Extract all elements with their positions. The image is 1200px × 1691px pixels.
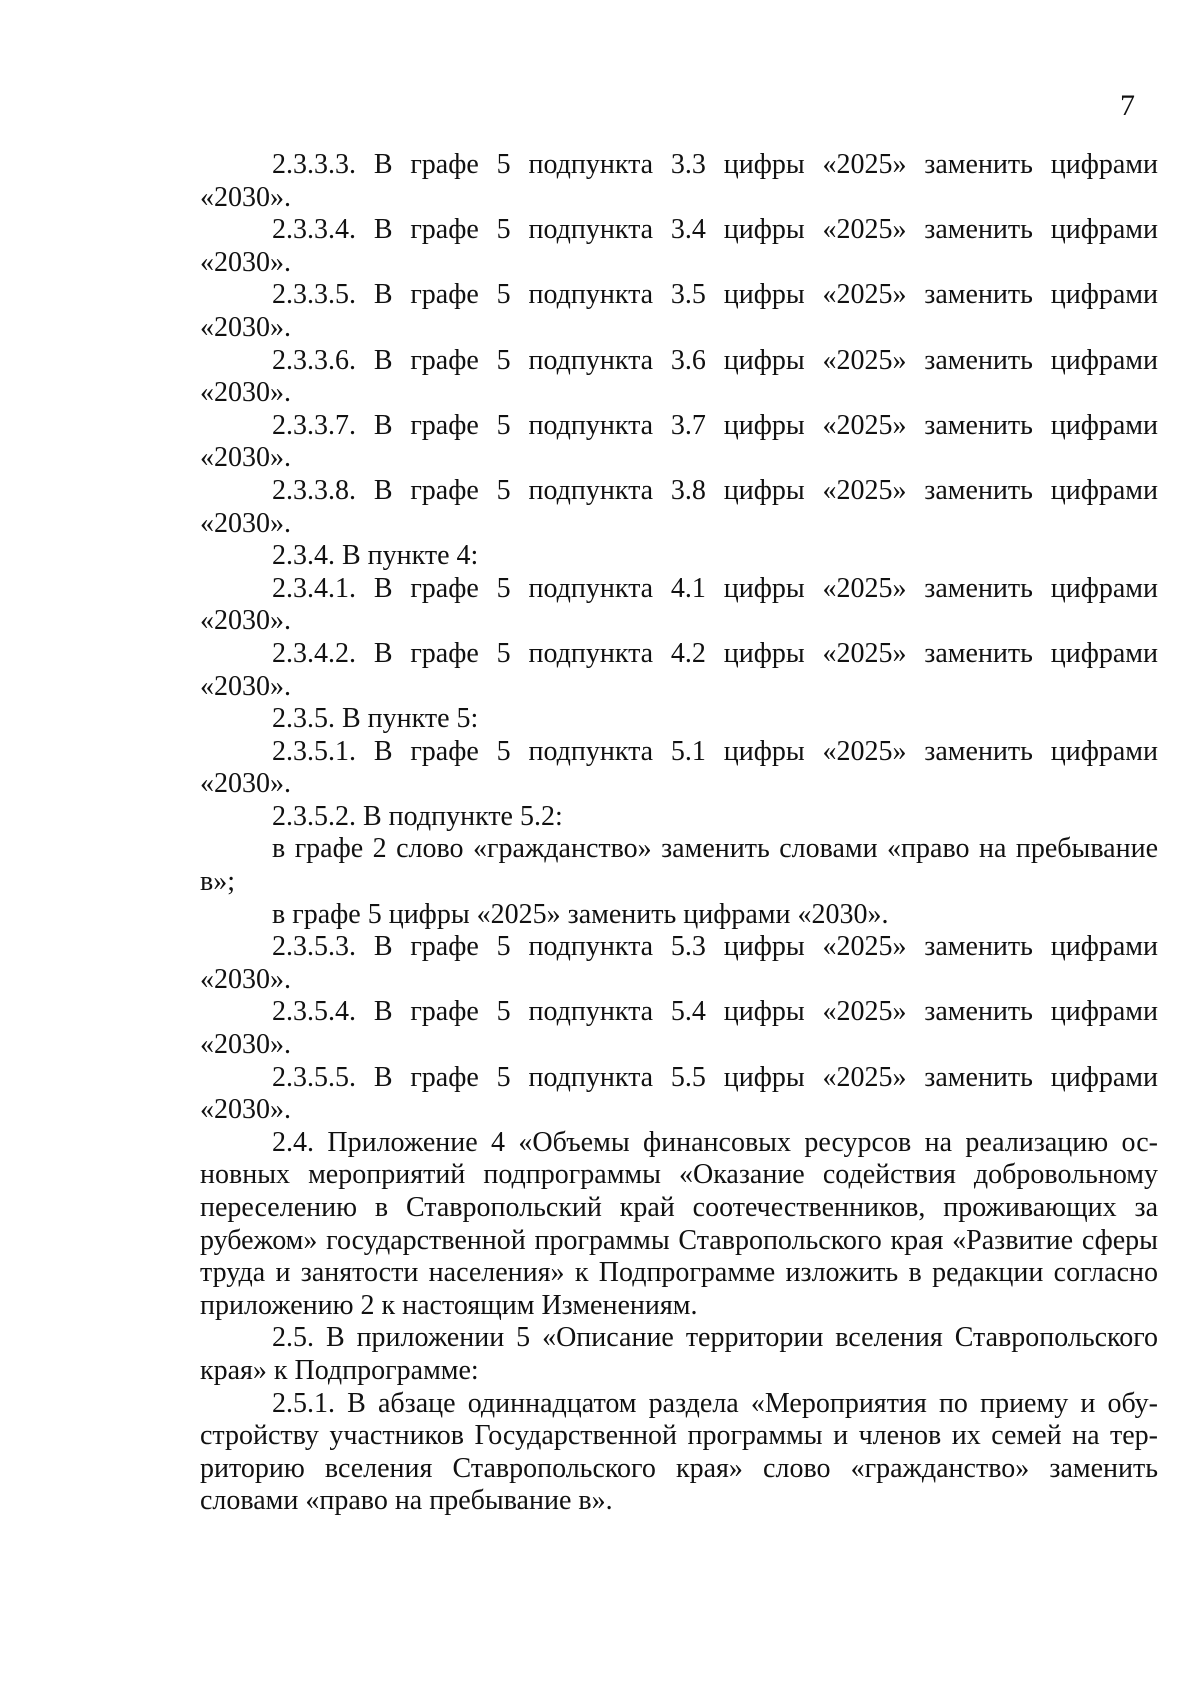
paragraph: 2.3.5.4. В графе 5 подпункта 5.4 цифры «2025» заменить цифрами «2030». [200, 996, 1158, 1061]
paragraph: 2.3.4. В пункте 4: [272, 540, 479, 572]
page-number: 7 [1120, 89, 1135, 122]
paragraph: 2.3.4.1. В графе 5 подпункта 4.1 цифры «2025» заменить цифрами «2030». [200, 572, 1158, 637]
paragraph: 2.3.5.3. В графе 5 подпункта 5.3 цифры «2025» заменить цифрами «2030». [200, 931, 1158, 995]
paragraph: в графе 2 слово «гражданство» заменить словами «право на пребывание в»; [200, 833, 1158, 898]
paragraph: 2.4. Приложение 4 «Объемы финансовых ресурсов на реализацию основных мероприятий подпрограммы «Оказание содействия добровольному переселению в Ставропольский край соотечественников, проживающих за рубежом» государственной программы Ставропольского края «Развитие сферы труда и занятости населения» к Подпрограмме изложить в редакции согласно приложению 2 к настоящим Изменениям. [200, 1126, 1158, 1321]
paragraph: 2.3.5. В пункте 5: [272, 703, 479, 735]
paragraph: 2.3.5.1. В графе 5 подпункта 5.1 цифры «2025» заменить цифрами «2030». [200, 735, 1158, 800]
paragraph: 2.3.3.6. В графе 5 подпункта 3.6 цифры «2025» заменить цифрами «2030». [200, 344, 1158, 409]
paragraph: 2.3.3.4. В графе 5 подпункта 3.4 цифры «2025» заменить цифрами «2030». [200, 214, 1158, 278]
paragraph: 2.5. В приложении 5 «Описание территории вселения Ставропольского края» к Подпрограмме: [200, 1322, 1158, 1386]
paragraph: 2.3.5.2. В подпункте 5.2: [272, 800, 563, 832]
paragraph: 2.3.3.8. В графе 5 подпункта 3.8 цифры «2025» заменить цифрами «2030». [200, 474, 1158, 539]
paragraph: 2.3.5.5. В графе 5 подпункта 5.5 цифры «2025» заменить цифрами «2030». [200, 1061, 1158, 1126]
paragraph: 2.5.1. В абзаце одиннадцатом раздела «Мероприятия по приему и обустройству участников Государственной программы и членов их семей на территорию вселения Ставропольского края» слово «гражданство» заменить словами «право на пребывание в». [200, 1387, 1158, 1517]
paragraph: 2.3.3.7. В графе 5 подпункта 3.7 цифры «2025» заменить цифрами «2030». [200, 409, 1158, 474]
paragraph: 2.3.4.2. В графе 5 подпункта 4.2 цифры «2025» заменить цифрами «2030». [200, 637, 1158, 702]
paragraph: в графе 5 цифры «2025» заменить цифрами «2030». [272, 898, 889, 930]
paragraph: 2.3.3.5. В графе 5 подпункта 3.5 цифры «2025» заменить цифрами «2030». [200, 279, 1158, 343]
document-body [200, 149, 1158, 1518]
paragraph: 2.3.3.3. В графе 5 подпункта 3.3 цифры «2025» заменить цифрами «2030». [200, 149, 1158, 213]
